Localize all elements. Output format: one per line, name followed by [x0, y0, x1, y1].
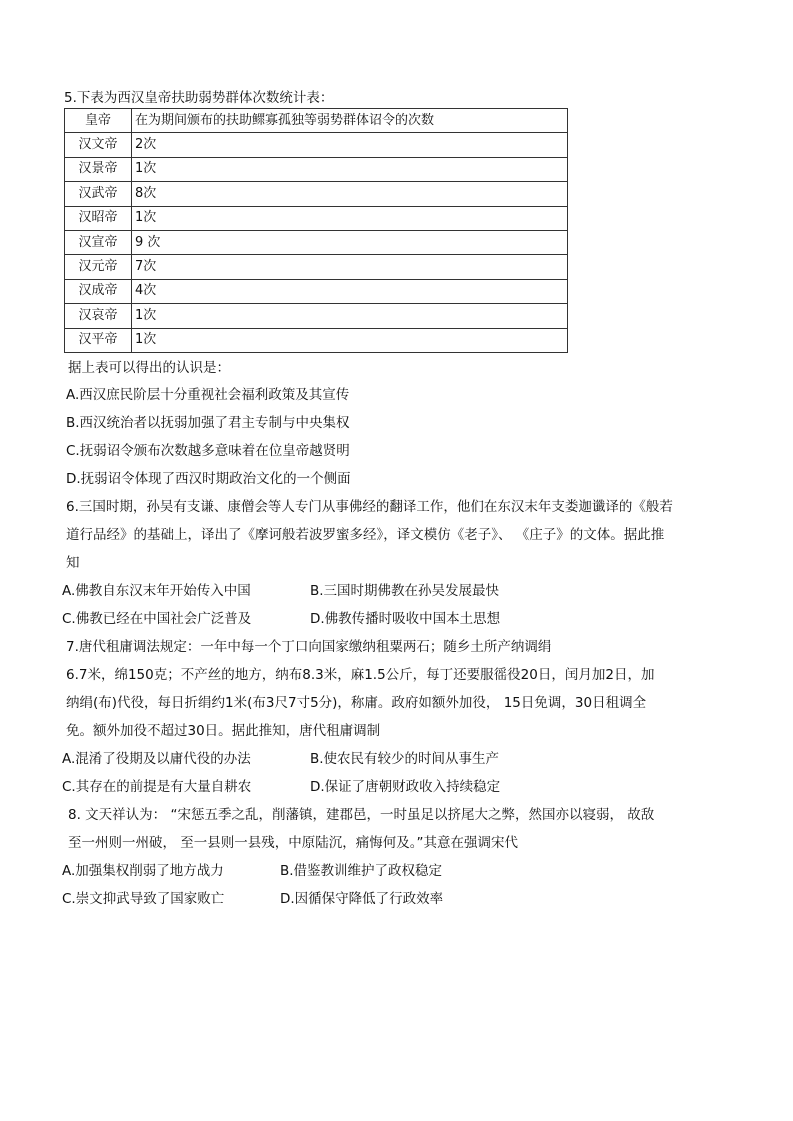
- table-cell: 汉成帝: [65, 279, 132, 303]
- table-cell: 2次: [132, 133, 568, 157]
- table-cell: 4次: [132, 279, 568, 303]
- table-row: [65, 328, 568, 352]
- table-cell: 汉武帝: [65, 182, 132, 206]
- table-row: [65, 304, 568, 328]
- table-cell: 汉昭帝: [65, 206, 132, 230]
- table-row: [65, 182, 568, 206]
- q7-stem-line: 纳绢(布)代役，每日折绢约1米(布3尺7寸5分)，称庸。政府如额外加役， 15日免调，30日租调全: [66, 695, 647, 711]
- q7-option-a[interactable]: A.混淆了役期及以庸代役的办法: [62, 751, 251, 767]
- table-row: [65, 230, 568, 254]
- q8-stem-line: 8. 文天祥认为： “宋惩五季之乱，削藩镇，建郡邑，一时虽足以挤尾大之弊，然国亦以寝弱， 故敌: [68, 807, 655, 823]
- q6-option-d[interactable]: D.佛教传播时吸收中国本土思想: [310, 611, 501, 627]
- q5-option-d[interactable]: D.抚弱诏令体现了西汉时期政治文化的一个侧面: [66, 471, 351, 487]
- q6-option-c[interactable]: C.佛教已经在中国社会广泛普及: [62, 611, 252, 627]
- q8-option-d[interactable]: D.因循保守降低了行政效率: [280, 891, 444, 907]
- q8-stem-line: 至一州则一州破， 至一县则一县残，中原陆沉，痛悔何及。”其意在强调宋代: [68, 835, 519, 851]
- table-cell: 汉文帝: [65, 133, 132, 157]
- table-row: [65, 279, 568, 303]
- table-cell: 1次: [132, 304, 568, 328]
- q7-option-d[interactable]: D.保证了唐朝财政收入持续稳定: [310, 779, 501, 795]
- table-row: [65, 206, 568, 230]
- table-cell: 7次: [132, 255, 568, 279]
- q7-option-b[interactable]: B.使农民有较少的时间从事生产: [310, 751, 500, 767]
- q8-option-c[interactable]: C.崇文抑武导致了国家败亡: [62, 891, 225, 907]
- q8-option-a[interactable]: A.加强集权削弱了地方战力: [62, 863, 224, 879]
- emperor-stats-table: [64, 108, 568, 353]
- q8-option-b[interactable]: B.借鉴教训维护了政权稳定: [280, 863, 443, 879]
- q7-stem-line: 6.7米，绵150克；不产丝的地方，纳布8.3米，麻1.5公斤，每丁还要服徭役20日，闰月加2日，加: [66, 667, 655, 683]
- table-cell: 9 次: [132, 230, 568, 254]
- q6-option-a[interactable]: A.佛教自东汉末年开始传入中国: [62, 583, 251, 599]
- q7-option-c[interactable]: C.其存在的前提是有大量自耕农: [62, 779, 252, 795]
- table-cell: 1次: [132, 157, 568, 181]
- q6-option-b[interactable]: B.三国时期佛教在孙吴发展最快: [310, 583, 500, 599]
- table-row: [65, 133, 568, 157]
- table-header-cell: 在为期间颁布的扶助鳏寡孤独等弱势群体诏令的次数: [132, 109, 568, 133]
- q5-title: 5.下表为西汉皇帝扶助弱势群体次数统计表：: [64, 90, 334, 106]
- q5-option-b[interactable]: B.西汉统治者以抚弱加强了君主专制与中央集权: [66, 415, 350, 431]
- q6-stem-line: 知: [66, 555, 80, 571]
- table-header-row: [65, 109, 568, 133]
- q7-stem-line: 免。额外加役不超过30日。据此推知，唐代租庸调制: [66, 723, 381, 739]
- table-cell: 8次: [132, 182, 568, 206]
- table-cell: 汉平帝: [65, 328, 132, 352]
- table-cell: 汉哀帝: [65, 304, 132, 328]
- q5-question: 据上表可以得出的认识是：: [68, 360, 230, 376]
- table-cell: 汉景帝: [65, 157, 132, 181]
- table-cell: 1次: [132, 328, 568, 352]
- q7-stem-line: 7.唐代租庸调法规定：一年中每一个丁口向国家缴纳租粟两石；随乡土所产纳调绢: [66, 639, 552, 655]
- table-row: [65, 157, 568, 181]
- q6-stem-line: 道行品经》的基础上，译出了《摩诃般若波罗蜜多经》，译文模仿《老子》、 《庄子》的文体。据此推: [66, 527, 665, 543]
- q5-option-c[interactable]: C.抚弱诏令颁布次数越多意味着在位皇帝越贤明: [66, 443, 350, 459]
- table-cell: 1次: [132, 206, 568, 230]
- table-cell: 汉元帝: [65, 255, 132, 279]
- table-row: [65, 255, 568, 279]
- q6-stem-line: 6.三国时期，孙吴有支谦、康僧会等人专门从事佛经的翻译工作，他们在东汉末年支娄迦谶译的《般若: [66, 499, 673, 515]
- table-cell: 汉宣帝: [65, 230, 132, 254]
- q5-option-a[interactable]: A.西汉庶民阶层十分重视社会福利政策及其宣传: [66, 387, 350, 403]
- table-header-cell: 皇帝: [65, 109, 132, 133]
